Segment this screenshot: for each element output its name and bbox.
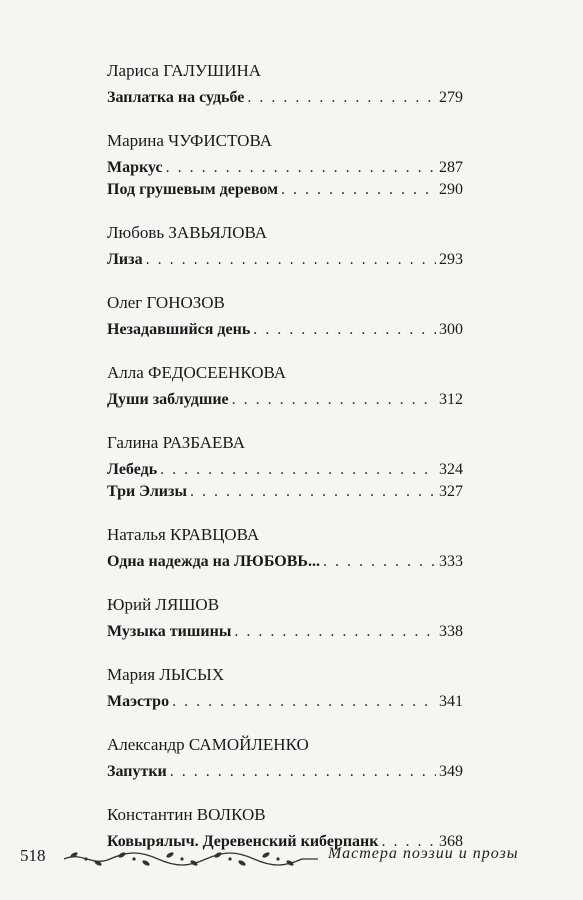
author-name: Любовь ЗАВЬЯЛОВА xyxy=(107,223,268,242)
running-title: Мастера поэзии и прозы xyxy=(328,845,519,862)
dot-leader xyxy=(234,621,436,643)
floral-vine-ornament-icon xyxy=(62,848,320,870)
toc-entry xyxy=(107,222,463,271)
work-title: Запутки xyxy=(107,763,167,780)
author-name: Олег ГОНОЗОВ xyxy=(107,293,225,312)
author-name: Юрий ЛЯШОВ xyxy=(107,595,220,614)
toc-entry xyxy=(107,734,463,783)
work-page-number: 327 xyxy=(439,483,463,500)
dot-leader xyxy=(281,179,436,201)
work-title: Лебедь xyxy=(107,461,158,478)
work-page-number: 287 xyxy=(439,159,463,176)
dot-leader xyxy=(170,761,436,783)
work-title: Три Элизы xyxy=(107,483,187,500)
author-name: Лариса ГАЛУШИНА xyxy=(107,61,262,80)
work-title: Маркус xyxy=(107,159,163,176)
work-page-number: 290 xyxy=(439,181,463,198)
toc-work-row xyxy=(107,157,463,179)
toc-work-row xyxy=(107,621,463,643)
author-name: Алла ФЕДОСЕЕНКОВА xyxy=(107,363,287,382)
author-name: Наталья КРАВЦОВА xyxy=(107,525,260,544)
author-name: Галина РАЗБАЕВА xyxy=(107,433,245,452)
work-page-number: 368 xyxy=(439,833,463,850)
toc-entry xyxy=(107,130,463,201)
work-page-number: 279 xyxy=(439,89,463,106)
work-title: Души заблудшие xyxy=(107,391,229,408)
work-page-number: 333 xyxy=(439,553,463,570)
work-page-number: 293 xyxy=(439,251,463,268)
author-name: Марина ЧУФИСТОВА xyxy=(107,131,273,150)
toc-entry xyxy=(107,664,463,713)
dot-leader xyxy=(190,481,436,503)
author-name: Мария ЛЫСЫХ xyxy=(107,665,225,684)
toc-entry xyxy=(107,292,463,341)
work-page-number: 312 xyxy=(439,391,463,408)
work-page-number: 338 xyxy=(439,623,463,640)
work-title: Под грушевым деревом xyxy=(107,181,278,198)
author-name: Александр САМОЙЛЕНКО xyxy=(107,735,309,754)
toc-work-row xyxy=(107,179,463,201)
work-page-number: 324 xyxy=(439,461,463,478)
table-of-contents xyxy=(107,60,463,874)
toc-work-row xyxy=(107,481,463,503)
toc-work-row xyxy=(107,249,463,271)
dot-leader xyxy=(247,87,436,109)
dot-leader xyxy=(166,157,436,179)
toc-work-row xyxy=(107,551,463,573)
dot-leader xyxy=(323,551,436,573)
work-title: Ковырялыч. Деревенский киберпанк xyxy=(107,833,379,850)
toc-entry xyxy=(107,594,463,643)
toc-work-row xyxy=(107,761,463,783)
work-title: Музыка тишины xyxy=(107,623,232,640)
toc-work-row xyxy=(107,459,463,481)
toc-work-row xyxy=(107,691,463,713)
toc-work-row xyxy=(107,319,463,341)
page-number: 518 xyxy=(20,846,46,865)
dot-leader xyxy=(146,249,436,271)
work-title: Одна надежда на ЛЮБОВЬ... xyxy=(107,553,320,570)
dot-leader xyxy=(253,319,436,341)
work-page-number: 341 xyxy=(439,693,463,710)
toc-entry xyxy=(107,362,463,411)
toc-entry xyxy=(107,60,463,109)
work-title: Маэстро xyxy=(107,693,170,710)
author-name: Константин ВОЛКОВ xyxy=(107,805,266,824)
toc-entry xyxy=(107,432,463,503)
dot-leader xyxy=(172,691,436,713)
work-page-number: 349 xyxy=(439,763,463,780)
dot-leader xyxy=(232,389,436,411)
toc-entry xyxy=(107,524,463,573)
work-title: Незадавшийся день xyxy=(107,321,251,338)
toc-work-row xyxy=(107,87,463,109)
work-page-number: 300 xyxy=(439,321,463,338)
work-title: Лиза xyxy=(107,251,143,268)
work-title: Заплатка на судьбе xyxy=(107,89,245,106)
dot-leader xyxy=(160,459,436,481)
toc-work-row xyxy=(107,389,463,411)
